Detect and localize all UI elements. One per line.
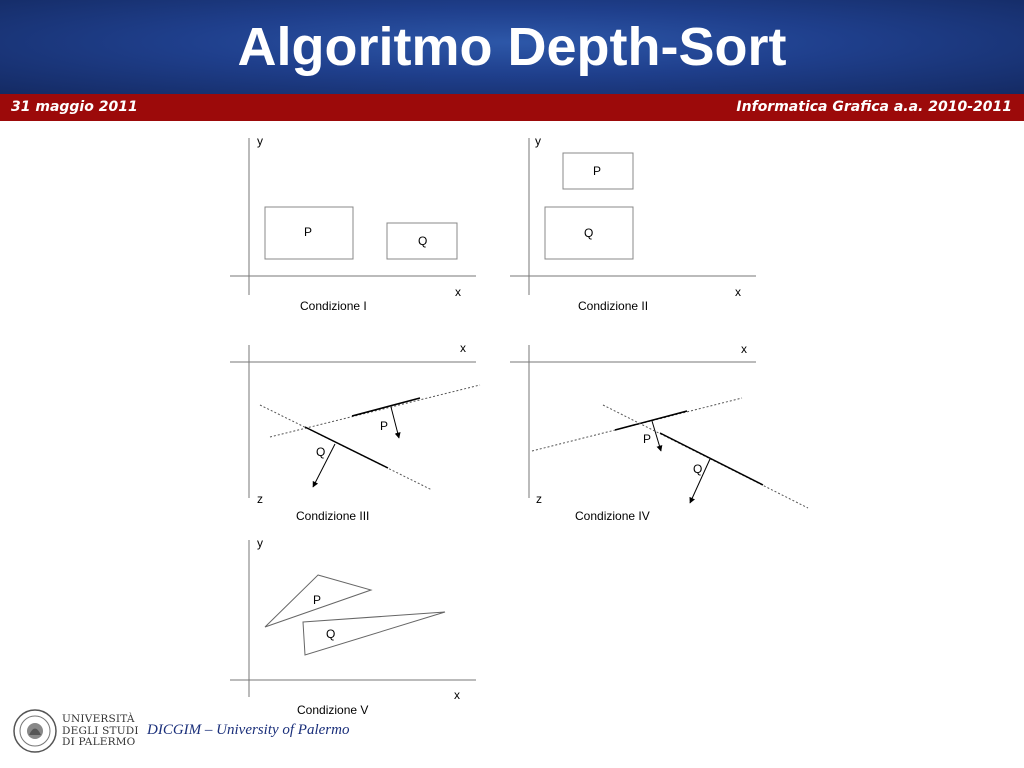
panel-caption: Condizione IV: [575, 509, 650, 523]
axis-label-vertical: y: [257, 134, 263, 148]
polygon-label-q: Q: [693, 462, 703, 476]
axis-label-vertical: y: [257, 536, 263, 550]
polygon-label-q: Q: [584, 226, 594, 240]
polygon-p-edge: [270, 385, 480, 437]
footer-department: DICGIM – University of Palermo: [147, 722, 350, 738]
axis-label-vertical: z: [536, 492, 542, 506]
polygon-label-p: P: [643, 432, 652, 446]
panel-caption: Condizione V: [297, 703, 369, 717]
polygon-q: [303, 612, 445, 655]
polygon-label-p: P: [593, 164, 602, 178]
polygon-p-normal-arrow: [652, 421, 661, 451]
panel-caption: Condizione III: [296, 509, 370, 523]
polygon-label-q: Q: [418, 234, 428, 248]
axis-label-vertical: y: [535, 134, 541, 148]
polygon-label-p: P: [313, 593, 322, 607]
polygon-p-normal-arrow: [391, 407, 399, 438]
slide-date: 31 maggio 2011: [11, 99, 138, 115]
slide-title: Algoritmo Depth-Sort: [237, 17, 787, 77]
axis-label-horizontal: x: [741, 342, 747, 356]
panel-condizione-1: [230, 134, 476, 313]
university-name-line-3: DI PALERMO: [62, 736, 136, 748]
axis-label-horizontal: x: [460, 341, 466, 355]
axis-label-horizontal: x: [455, 285, 461, 299]
panel-caption: Condizione II: [578, 299, 649, 313]
university-seal-icon: [12, 708, 58, 754]
polygon-label-p: P: [304, 225, 313, 239]
polygon-q-highlight: [660, 433, 763, 485]
polygon-label-p: P: [380, 419, 389, 433]
panel-condizione-3: [230, 341, 480, 523]
polygon-label-q: Q: [316, 445, 326, 459]
panel-condizione-4: [510, 342, 808, 523]
panel-caption: Condizione I: [300, 299, 367, 313]
axis-label-horizontal: x: [735, 285, 741, 299]
panel-condizione-2: [510, 134, 756, 313]
course-name: Informatica Grafica a.a. 2010-2011: [736, 99, 1012, 115]
university-name-line-2: DEGLI STUDI: [62, 724, 139, 737]
axis-label-horizontal: x: [454, 688, 460, 702]
axis-label-vertical: z: [257, 492, 263, 506]
polygon-p-highlight: [615, 411, 687, 430]
university-name-line-1: UNIVERSITÀ: [62, 713, 135, 725]
polygon-label-q: Q: [326, 627, 336, 641]
university-name: [62, 714, 139, 749]
polygon-p-highlight: [352, 398, 420, 416]
panel-condizione-5: [230, 536, 476, 717]
